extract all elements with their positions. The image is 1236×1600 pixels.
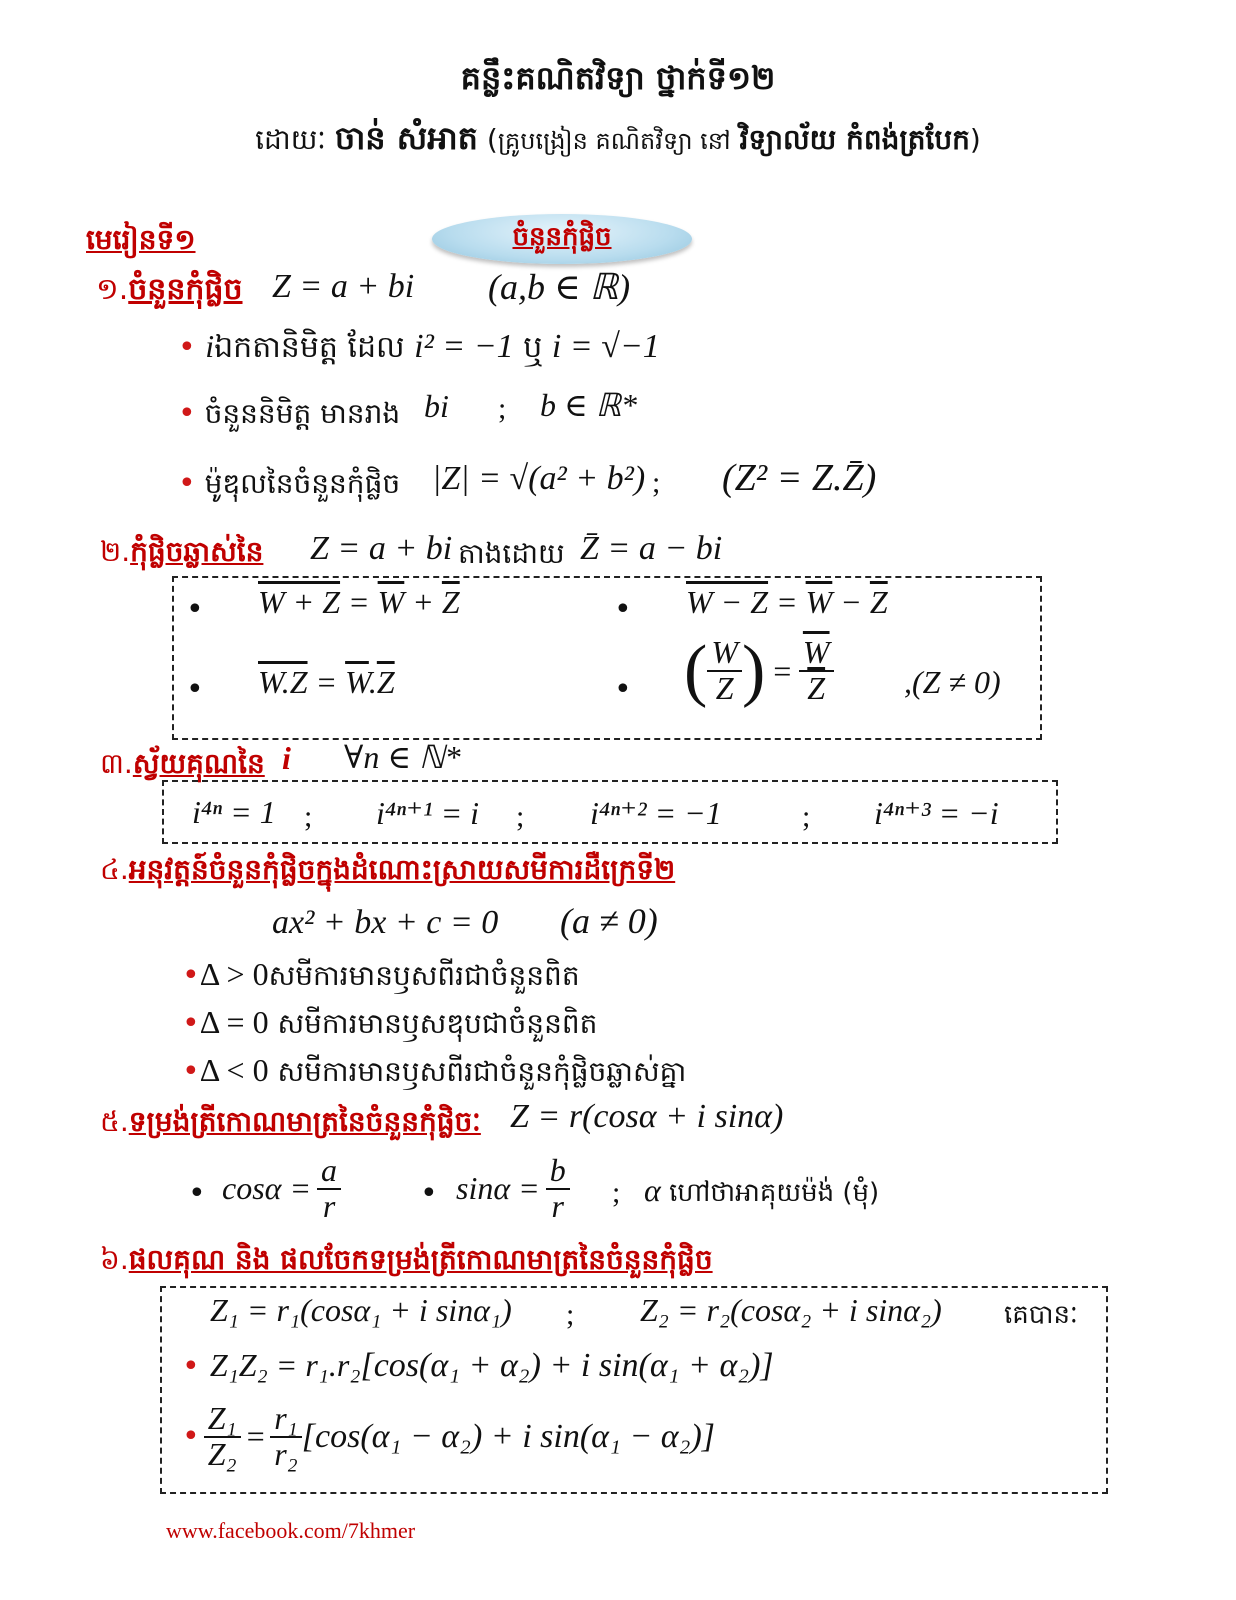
prop-sum [258, 584, 460, 621]
paren-open: ( [486, 123, 498, 156]
author-name: ចាន់ សំអាត [334, 119, 478, 157]
fraction: $\frac{a}{r}$ [317, 1154, 341, 1223]
alpha: α [644, 1172, 661, 1208]
section-title: ស្វ័យគុណនៃ [132, 747, 265, 780]
prop-diff [686, 584, 888, 621]
s1-modulus: |Z| = √(a² + b²) [432, 460, 646, 497]
s5-sep: ; [612, 1176, 621, 1209]
equals: = [771, 652, 793, 689]
case-text: សមីការមានឫសពីរជាចំនួនពិត [268, 959, 580, 992]
bullet: • [178, 396, 196, 431]
s5-cos [222, 1154, 341, 1223]
imag-unit: i [205, 328, 215, 364]
bullet: • [182, 958, 200, 993]
prop-rhs-a: $\overline{W}$ [377, 584, 405, 620]
prop-rhs-a: $\overline{W}$ [805, 584, 833, 620]
bullet-text: ចំនួននិមិត្ត មានរាង [204, 397, 401, 430]
s6-z1: Z₁ = r₁(cosα₁ + i sinα₁) [210, 1292, 512, 1328]
page-title: គន្លឹះគណិតវិទ្យា ថ្នាក់ទី១២ [460, 59, 776, 97]
s2-denoted: តាងដោយ [458, 537, 565, 570]
s3-cond: ∀n ∈ ℕ* [344, 739, 461, 775]
section-number: ៦. [100, 1243, 129, 1276]
prop-lhs: W.Z [258, 664, 308, 700]
section-5-heading [100, 1104, 481, 1145]
s5-formula: Z = r(cosα + i sinα) [510, 1098, 784, 1135]
sin-lhs: sinα = [456, 1170, 540, 1207]
section-title: កុំផ្លិចឆ្លាស់នៃ [130, 535, 264, 568]
op: . [368, 664, 377, 700]
equals: = [348, 584, 370, 620]
s1-bullet-2 [178, 396, 400, 437]
s5-sin [456, 1154, 570, 1223]
cos-lhs: cosα = [222, 1170, 312, 1207]
s1-modulus-note: (Z² = Z.Z̄) [722, 457, 877, 499]
section-4-heading [100, 852, 675, 893]
bullet: • [182, 1349, 200, 1384]
case-math: Δ < 0 [199, 1052, 269, 1088]
s1-formula: Z = a + bi [272, 268, 415, 305]
bullet: • [188, 1176, 206, 1211]
product-lhs: Z₁Z₂ = r₁.r₂ [209, 1347, 361, 1383]
author-line [0, 118, 1236, 165]
school-name: វិទ្យាល័យ កំពង់ត្របែក [739, 123, 970, 156]
paren: ) [741, 632, 766, 709]
bullet-text: ឯកតានិមិត្ត ដែល [214, 330, 405, 365]
s4-case-2 [182, 1004, 597, 1047]
quotient-rhs: [cos(α₁ − α₂) + i sin(α₁ − α₂)] [301, 1417, 715, 1455]
fraction: $\frac{\text{r₁}}{\text{r₂}}$ [270, 1402, 302, 1471]
equals: = [315, 664, 338, 700]
section-number: ៥. [100, 1105, 129, 1138]
paren: ( [684, 632, 708, 709]
section-number: ៣. [100, 747, 133, 780]
bullet: • [182, 1054, 200, 1089]
s1-sep: ; [498, 392, 507, 425]
bullet: • [182, 1006, 200, 1041]
s2-formula: Z = a + bi [310, 530, 453, 567]
s1-bi: bi [424, 388, 449, 424]
by-label: ដោយៈ [255, 123, 326, 156]
power-f4: i⁴ⁿ⁺³ = −i [874, 795, 999, 831]
section-6-heading [100, 1242, 713, 1283]
footer-link[interactable]: www.facebook.com/7khmer [166, 1518, 416, 1543]
s6-z2: Z₂ = r₂(cosα₂ + i sinα₂) [640, 1292, 942, 1328]
s6-gives: គេបានៈ [1004, 1300, 1078, 1330]
fraction: $\frac{b}{r}$ [546, 1154, 570, 1223]
s4-case-3 [182, 1052, 686, 1095]
s3-var: i [282, 740, 291, 776]
power-sep: ; [304, 800, 313, 833]
power-f1: i⁴ⁿ = 1 [192, 794, 276, 830]
prop-rhs-b: $\overline{Z}$ [869, 584, 888, 620]
section-2-heading [100, 534, 263, 575]
s1-bullet-3 [178, 466, 400, 507]
bullet: • [182, 1419, 200, 1455]
bullet: • [178, 330, 196, 365]
section-title: ទម្រង់ត្រីកោណមាត្រនៃចំនួនកុំផ្លិចៈ [128, 1105, 481, 1138]
formula: i = √−1 [551, 328, 660, 365]
case-math: Δ > 0 [199, 956, 269, 992]
s6-quotient [182, 1402, 715, 1471]
section-title: ចំនួនកុំផ្លិច [128, 272, 243, 307]
bullet: • [614, 672, 632, 707]
power-sep: ; [516, 800, 525, 833]
s1-b-cond: b ∈ ℝ* [540, 387, 638, 423]
power-f3: i⁴ⁿ⁺² = −1 [590, 795, 722, 831]
bullet: • [186, 592, 204, 627]
prop-product [258, 664, 395, 701]
product-rhs: [cos(α₁ + α₂) + i sin(α₁ + α₂)] [360, 1347, 774, 1384]
s1-bullet-1 [178, 328, 660, 372]
or-text: ឬ [523, 330, 543, 365]
case-text: សមីការមានឫសឌុបជាចំនួនពិត [277, 1007, 598, 1040]
case-text: សមីការមានឫសពីរជាចំនួនកុំផ្លិចឆ្លាស់គ្នា [277, 1055, 687, 1088]
lesson-badge [432, 214, 692, 264]
lesson-label: មេរៀនទី១ [86, 223, 196, 256]
fraction: $\frac{W}{Z}$ [707, 636, 742, 705]
case-math: Δ = 0 [199, 1004, 269, 1040]
s4-case-1 [182, 956, 580, 999]
op: − [840, 584, 862, 620]
prop-rhs-a: $\overline{W}$ [345, 664, 369, 700]
section-title: អនុវត្តន៍ចំនួនកុំផ្លិចក្នុងដំណោះស្រាយសមីការដឺក្រេទី២ [128, 853, 676, 886]
fraction: $\frac{\text{Z₁}}{\text{Z₂}}$ [204, 1402, 241, 1471]
section-number: ១. [96, 272, 129, 307]
lesson-badge-title: ចំនួនកុំផ្លិច [512, 222, 612, 252]
author-role: គ្រូបង្រៀន គណិតវិទ្យា នៅ [497, 127, 731, 155]
power-f2: i⁴ⁿ⁺¹ = i [376, 795, 480, 831]
s1-condition: (a,b ∈ ℝ) [488, 267, 631, 307]
prop-lhs: W + Z [258, 584, 341, 620]
section-1-heading [96, 270, 243, 314]
prop-quotient [684, 632, 834, 709]
equals: = [244, 1418, 267, 1455]
bullet: • [614, 592, 632, 627]
s6-sep: ; [566, 1298, 575, 1331]
s5-alpha-note [644, 1172, 879, 1214]
prop-quotient-cond: ,(Z ≠ 0) [904, 664, 1001, 700]
section-number: ៤. [100, 853, 129, 886]
paren-close: ) [969, 123, 981, 156]
bullet: • [186, 672, 204, 707]
fraction: $\frac{\overline{W}}{Z}$ [799, 636, 834, 705]
section-title: ផលគុណ និង ផលចែកទម្រង់ត្រីកោណមាត្រនៃចំនួនកុំផ្លិច [128, 1243, 713, 1276]
s6-product [182, 1346, 774, 1385]
bullet-text: ម៉ូឌុលនៃចំនួនកុំផ្លិច [204, 467, 401, 500]
s4-equation: ax² + bx + c = 0 [272, 904, 499, 941]
s4-cond: (a ≠ 0) [560, 901, 658, 941]
formula: i² = −1 [414, 328, 514, 365]
op: + [412, 584, 434, 620]
s2-conjugate: Z̄ = a − bi [580, 530, 723, 567]
alpha-text: ហៅថាអាគុយម៉ង់ (មុំ) [669, 1178, 880, 1208]
prop-rhs-b: $\overline{Z}$ [441, 584, 460, 620]
section-number: ២. [100, 535, 131, 568]
equals: = [776, 584, 798, 620]
prop-lhs: W − Z [686, 584, 769, 620]
s1-sep: ; [652, 466, 661, 499]
power-sep: ; [802, 800, 811, 833]
bullet: • [420, 1176, 438, 1211]
bullet: • [178, 466, 196, 501]
prop-rhs-b: $\overline{Z}$ [376, 664, 395, 700]
